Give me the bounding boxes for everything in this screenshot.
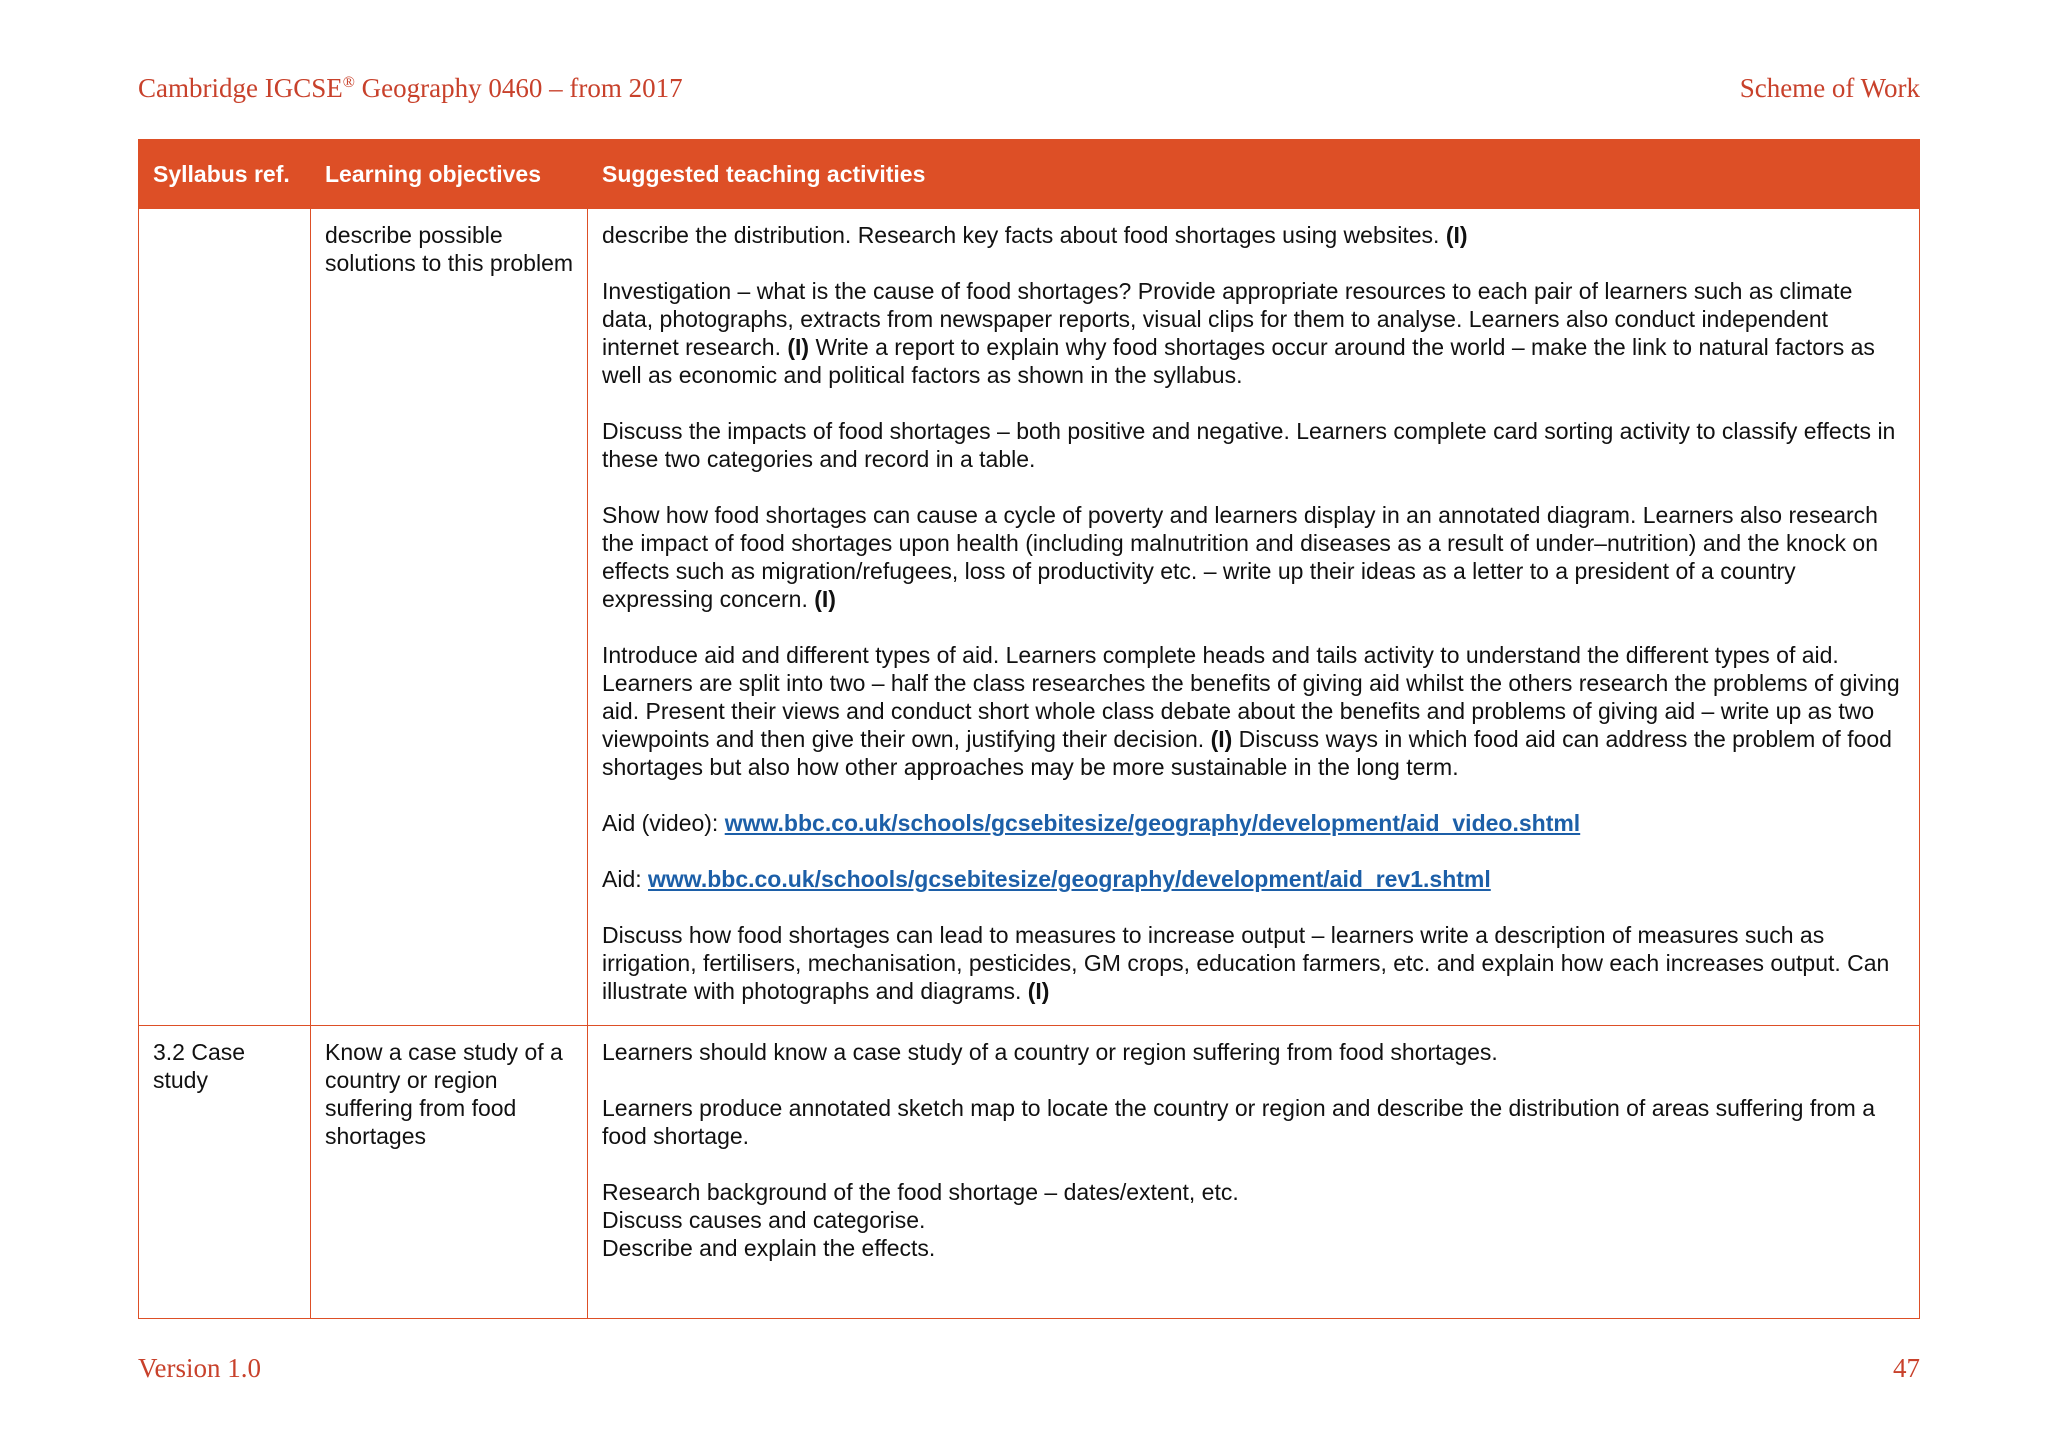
link-label: Aid (video):	[602, 810, 725, 836]
activity-paragraph: Learners produce annotated sketch map to locate the country or region and describe the distribution of areas suffering from a food shortage.	[602, 1095, 1875, 1149]
header-title-suffix: Geography 0460 – from 2017	[354, 73, 683, 103]
independent-tag: (I)	[1027, 978, 1050, 1004]
footer-version: Version 1.0	[138, 1353, 261, 1383]
activity-text: Discuss ways in which food aid can address the problem of food shortages but also how other approaches may be more sustainable in the long term.	[602, 726, 1892, 780]
activity-line: Research background of the food shortage – dates/extent, etc.	[602, 1179, 1239, 1205]
table-row	[139, 209, 1920, 1026]
cell-learning-objective: Know a case study of a country or region suffering from food shortages	[311, 1026, 588, 1319]
activity-text: Investigation – what is the cause of food shortages? Provide appropriate resources to each pair of learners such as climate data, photographs, extracts from newspaper reports, visual clips for them to analyse. Learners also conduct independent internet research.	[602, 278, 1853, 360]
activity-line: Describe and explain the effects.	[602, 1235, 936, 1261]
table-header-row	[139, 140, 1920, 209]
table-row	[139, 1026, 1920, 1319]
scheme-of-work-table	[138, 139, 1920, 1319]
link-label: Aid:	[602, 866, 649, 892]
activity-paragraph	[602, 501, 1905, 613]
column-header-learning-objectives: Learning objectives	[311, 140, 588, 209]
independent-tag: (I)	[1445, 222, 1468, 248]
activity-paragraph: Learners should know a case study of a country or region suffering from food shortages.	[602, 1039, 1498, 1065]
activity-text: Write a report to explain why food shortages occur around the world – make the link to natural factors as well as economic and political factors as shown in the syllabus.	[602, 334, 1875, 388]
independent-tag: (I)	[1210, 726, 1233, 752]
activity-text: Introduce aid and different types of aid. Learners complete heads and tails activity to understand the different types of aid. Learners are split into two – half the class researches the benefits of giving aid whilst the others research the problems of giving aid. Present their views and conduct short whole class debate about the benefits and problems of giving aid – write up as two viewpoints and then give their own, justifying their decision.	[602, 642, 1900, 752]
activity-text: describe the distribution. Research key facts about food shortages using websites.	[602, 222, 1446, 248]
activity-text: Discuss how food shortages can lead to measures to increase output – learners write a description of measures such as irrigation, fertilisers, mechanisation, pesticides, GM crops, education farmers, etc. and explain how each increases output. Can illustrate with photographs and diagrams.	[602, 922, 1890, 1004]
cell-learning-objective: describe possible solutions to this problem	[311, 209, 588, 1026]
activity-paragraph	[602, 277, 1905, 389]
page-number: 47	[1893, 1353, 1920, 1383]
header-title-prefix: Cambridge IGCSE	[138, 73, 343, 103]
activity-text: Show how food shortages can cause a cycle of poverty and learners display in an annotated diagram. Learners also research the impact of food shortages upon health (including malnutrition and diseases as a result of under–nutrition) and the knock on effects such as migration/refugees, loss of productivity etc. – write up their ideas as a letter to a president of a country expressing concern.	[602, 502, 1879, 612]
independent-tag: (I)	[814, 586, 836, 612]
aid-revision-link[interactable]: www.bbc.co.uk/schools/gcsebitesize/geography/development/aid_rev1.shtml	[648, 866, 1491, 892]
document-header-title	[138, 72, 683, 104]
resource-link-paragraph	[602, 865, 1905, 893]
independent-tag: (I)	[787, 334, 810, 360]
column-header-syllabus-ref: Syllabus ref.	[139, 140, 311, 209]
column-header-teaching-activities: Suggested teaching activities	[588, 140, 1920, 209]
activity-line: Discuss causes and categorise.	[602, 1207, 926, 1233]
activity-paragraph: Discuss the impacts of food shortages – both positive and negative. Learners complete card sorting activity to classify effects in these two categories and record in a table.	[602, 418, 1896, 472]
cell-syllabus-ref	[139, 209, 311, 1026]
activity-paragraph	[602, 641, 1905, 781]
cell-teaching-activities	[588, 1026, 1920, 1319]
aid-video-link[interactable]: www.bbc.co.uk/schools/gcsebitesize/geography/development/aid_video.shtml	[724, 810, 1581, 836]
activity-paragraph	[602, 221, 1905, 249]
cell-teaching-activities	[588, 209, 1920, 1026]
resource-link-paragraph	[602, 809, 1905, 837]
activity-paragraph	[602, 921, 1905, 1005]
registered-mark: ®	[342, 74, 355, 91]
cell-syllabus-ref: 3.2 Case study	[139, 1026, 311, 1319]
document-header-section: Scheme of Work	[1739, 73, 1920, 103]
